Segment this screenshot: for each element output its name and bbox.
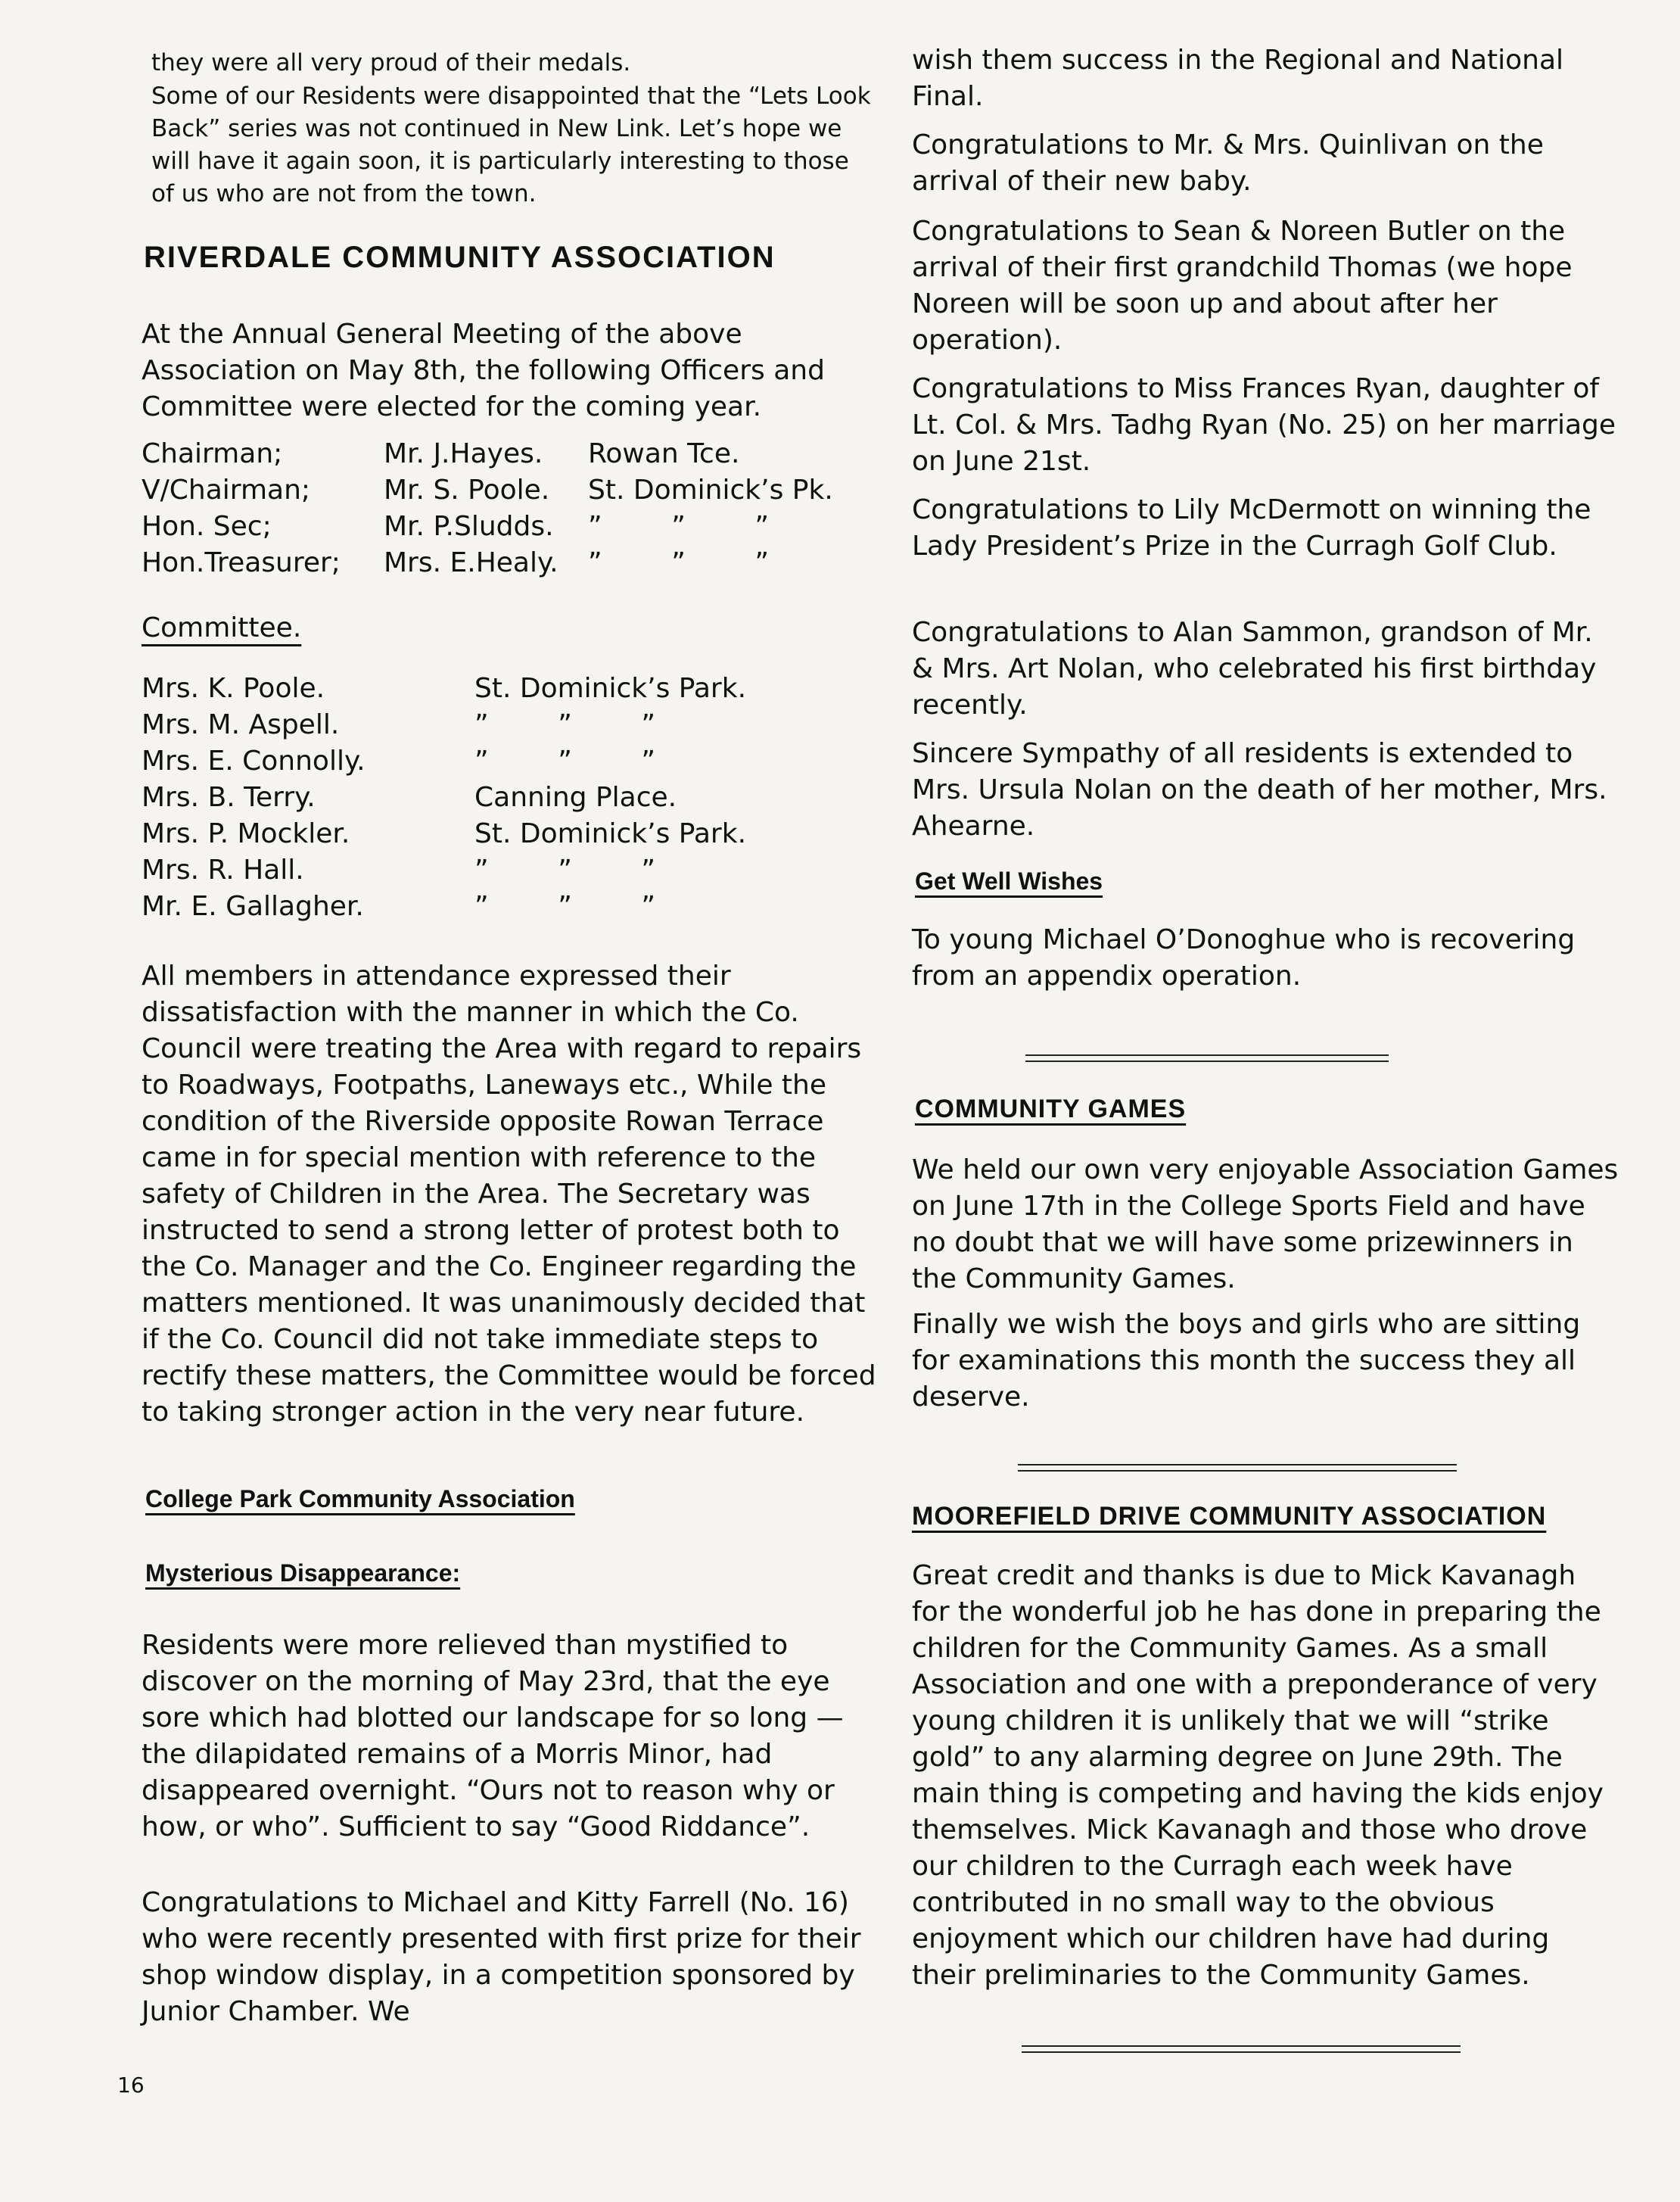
committee-name: Mrs. R. Hall. bbox=[142, 855, 304, 886]
committee-name: Mr. E. Gallagher. bbox=[142, 891, 364, 922]
congrats-paragraph: Congratulations to Lily McDermott on winning the Lady President’s Prize in the Curragh Golf Club. bbox=[912, 494, 1591, 562]
committee-address: St. Dominick’s Park. bbox=[474, 818, 747, 849]
officer-row bbox=[142, 509, 883, 545]
committee-row bbox=[142, 889, 883, 925]
committee-row bbox=[142, 852, 883, 889]
officer-row bbox=[142, 545, 883, 581]
committee-name: Mrs. M. Aspell. bbox=[142, 709, 340, 740]
congrats-paragraph: Congratulations to Sean & Noreen Butler on the arrival of their first grandchild Thomas (we hope Noreen will be soon up and about after her operation). bbox=[912, 216, 1573, 356]
mysterious-disappearance-subheading: Mysterious Disappearance: bbox=[145, 1559, 461, 1587]
officer-row bbox=[142, 472, 883, 509]
officer-name: Mr. J.Hayes. bbox=[384, 438, 543, 469]
community-games-heading: COMMUNITY GAMES bbox=[915, 1095, 1187, 1123]
get-well-text: To young Michael O’Donoghue who is recovering from an appendix operation. bbox=[912, 924, 1576, 992]
officer-address: Rowan Tce. bbox=[588, 438, 740, 469]
riverdale-intro: At the Annual General Meeting of the above Association on May 8th, the following Officers and Committee were elected for the coming year. bbox=[142, 319, 825, 422]
officers-list bbox=[142, 436, 883, 581]
committee-address: ” ” ” bbox=[474, 855, 656, 886]
page-number: 16 bbox=[117, 2073, 145, 2098]
officer-role: Hon.Treasurer; bbox=[142, 547, 341, 578]
officer-address: St. Dominick’s Pk. bbox=[588, 475, 833, 506]
section-divider bbox=[1025, 1054, 1389, 1062]
congrats-paragraph: Congratulations to Miss Frances Ryan, daughter of Lt. Col. & Mrs. Tadhg Ryan (No. 25) on her marriage on June 21st. bbox=[912, 373, 1616, 477]
officer-name: Mr. P.Sludds. bbox=[384, 511, 554, 542]
congrats-paragraph: Congratulations to Mr. & Mrs. Quinlivan on the arrival of their new baby. bbox=[912, 129, 1544, 197]
college-park-para1: Residents were more relieved than mystified to discover on the morning of May 23rd, that the eye sore which had blotted our landscape for so long — the dilapidated remains of a Morris Minor, had disappeared overnight. “Ours not to reason why or how, or who”. Sufficient to say “Good Riddance”. bbox=[142, 1630, 844, 1842]
moorefield-heading: MOOREFIELD DRIVE COMMUNITY ASSOCIATION bbox=[912, 1502, 1547, 1531]
moorefield-text: Great credit and thanks is due to Mick Kavanagh for the wonderful job he has done in preparing the children for the Community Games. As a small Association and one with a preponderance of very young children it is unlikely that we will “strike gold” to any alarming degree on June 29th. The main thing is competing and having the kids enjoy themselves. Mick Kavanagh and those who drove our children to the Curragh each week have contributed in no small way to the obvious enjoyment which our children have had during their preliminaries to the Community Games. bbox=[912, 1560, 1604, 1991]
community-games-para1: We held our own very enjoyable Association Games on June 17th in the College Sports Field and have no doubt that we will have some prizewinners in the Community Games. bbox=[912, 1154, 1619, 1294]
sympathy-paragraph: Sincere Sympathy of all residents is extended to Mrs. Ursula Nolan on the death of her mother, Mrs. Ahearne. bbox=[912, 738, 1607, 842]
committee-name: Mrs. P. Mockler. bbox=[142, 818, 350, 849]
riverdale-heading: RIVERDALE COMMUNITY ASSOCIATION bbox=[144, 241, 776, 274]
committee-row bbox=[142, 780, 883, 816]
officer-address: ” ” ” bbox=[588, 511, 770, 542]
committee-address: ” ” ” bbox=[474, 709, 656, 740]
officer-role: Hon. Sec; bbox=[142, 511, 272, 542]
intro-line: they were all very proud of their medals. bbox=[151, 49, 631, 76]
committee-name: Mrs. B. Terry. bbox=[142, 782, 316, 813]
officer-role: V/Chairman; bbox=[142, 475, 311, 506]
riverdale-body: All members in attendance expressed their dissatisfaction with the manner in which the Co. Council were treating the Area with regard to repairs to Roadways, Footpaths, Laneways etc., While the condition of the Riverside opposite Rowan Terrace came in for special mention with reference to the safety of Children in the Area. The Secretary was instructed to send a strong letter of protest both to the Co. Manager and the Co. Engineer regarding the matters mentioned. It was unanimously decided that if the Co. Council did not take immediate steps to rectify these matters, the Committee would be forced to taking stronger action in the very near future. bbox=[142, 961, 876, 1428]
committee-name: Mrs. E. Connolly. bbox=[142, 746, 366, 777]
officer-row bbox=[142, 436, 883, 472]
college-park-heading: College Park Community Association bbox=[145, 1485, 575, 1512]
section-divider bbox=[1018, 1464, 1457, 1472]
congrats-paragraph: Congratulations to Alan Sammon, grandson of Mr. & Mrs. Art Nolan, who celebrated his first birthday recently. bbox=[912, 617, 1597, 721]
officer-name: Mr. S. Poole. bbox=[384, 475, 550, 506]
get-well-heading: Get Well Wishes bbox=[915, 867, 1103, 895]
committee-address: Canning Place. bbox=[474, 782, 677, 813]
officer-address: ” ” ” bbox=[588, 547, 770, 578]
congrats-paragraph: wish them success in the Regional and National Final. bbox=[912, 45, 1564, 112]
committee-address: ” ” ” bbox=[474, 746, 656, 777]
committee-address: St. Dominick’s Park. bbox=[474, 673, 747, 704]
community-games-para2: Finally we wish the boys and girls who are sitting for examinations this month the success they all deserve. bbox=[912, 1309, 1581, 1412]
college-park-para2: Congratulations to Michael and Kitty Farrell (No. 16) who were recently presented with first prize for their shop window display, in a competition sponsored by Junior Chamber. We bbox=[142, 1887, 861, 2027]
officer-role: Chairman; bbox=[142, 438, 283, 469]
committee-row bbox=[142, 816, 883, 852]
officer-name: Mrs. E.Healy. bbox=[384, 547, 558, 578]
section-divider bbox=[1022, 2045, 1461, 2053]
committee-row bbox=[142, 743, 883, 780]
committee-name: Mrs. K. Poole. bbox=[142, 673, 325, 704]
committee-row bbox=[142, 707, 883, 743]
committee-row bbox=[142, 671, 883, 707]
intro-paragraph: Some of our Residents were disappointed that the “Lets Look Back” series was not continued in New Link. Let’s hope we will have it again soon, it is particularly interesting to those of us who are not from the town. bbox=[151, 83, 871, 207]
committee-list bbox=[142, 671, 883, 925]
committee-address: ” ” ” bbox=[474, 891, 656, 922]
committee-heading: Committee. bbox=[142, 612, 302, 643]
